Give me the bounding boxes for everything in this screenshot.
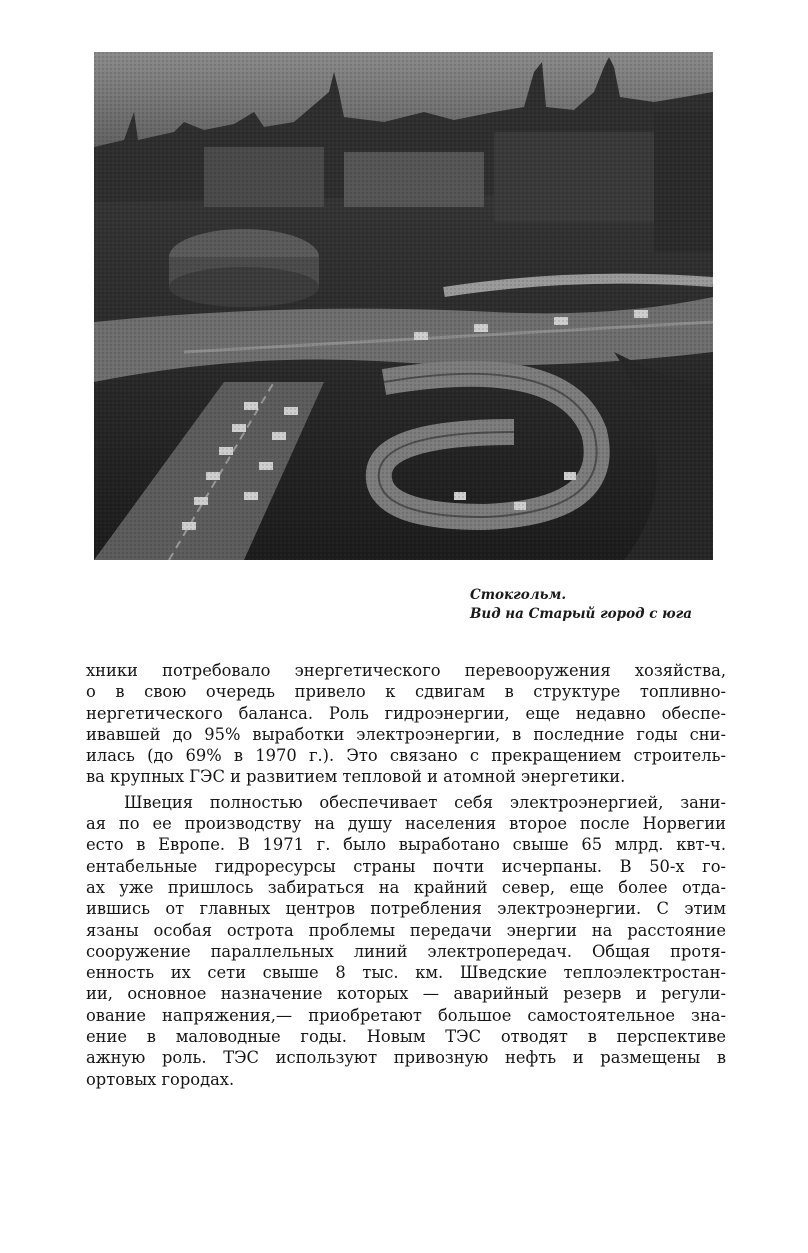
text-line: илась (до 69% в 1970 г.). Это связано с прекращением строитель-: [86, 746, 726, 766]
text-line: ивавшей до 95% выработки электроэнергии, в последние годы сни-: [86, 724, 726, 744]
text-line: ажную роль. ТЭС используют привозную нефть и размещены в: [86, 1048, 726, 1068]
text-line: язаны особая острота проблемы передачи энергии на расстояние: [86, 920, 726, 940]
caption-title: Стокгольм.: [470, 587, 567, 603]
text-line: сооружение параллельных линий электропередач. Общая протя-: [86, 941, 726, 961]
text-line: нергетического баланса. Роль гидроэнергии, еще недавно обеспе-: [86, 703, 726, 723]
text-line: ентабельные гидроресурсы страны почти исчерпаны. В 50-х го-: [86, 856, 726, 876]
text-line: ии, основное назначение которых — аварийный резерв и регули-: [86, 984, 726, 1004]
caption-subtitle: Вид на Старый город с юга: [470, 606, 692, 622]
text-line: хники потребовало энергетического перевооружения хозяйства,: [86, 661, 726, 680]
text-line: ившись от главных центров потребления электроэнергии. С этим: [86, 899, 726, 919]
text-line: ование напряжения,— приобретают большое самостоятельное зна-: [86, 1005, 726, 1025]
stockholm-photo: [94, 52, 713, 560]
text-line: ва крупных ГЭС и развитием тепловой и атомной энергетики.: [86, 767, 626, 787]
text-line: Швеция полностью обеспечивает себя электроэнергией, зани-: [124, 792, 726, 812]
photo-illustration: [94, 52, 713, 560]
text-line: ах уже пришлось забираться на крайний север, еще более отда-: [86, 877, 726, 897]
text-line: ение в маловодные годы. Новым ТЭС отводят в перспективе: [86, 1027, 726, 1047]
text-line: енность их сети свыше 8 тыс. км. Шведские теплоэлектростан-: [86, 963, 726, 983]
text-line: ортовых городах.: [86, 1069, 235, 1089]
photo-caption: [470, 586, 730, 624]
text-line: есто в Европе. В 1971 г. было выработано свыше 65 млрд. квт-ч.: [86, 835, 726, 855]
text-line: о в свою очередь привело к сдвигам в структуре топливно-: [86, 682, 726, 702]
text-line: ая по ее производству на душу населения второе после Норвегии: [86, 814, 726, 834]
body-text: [86, 660, 726, 1090]
